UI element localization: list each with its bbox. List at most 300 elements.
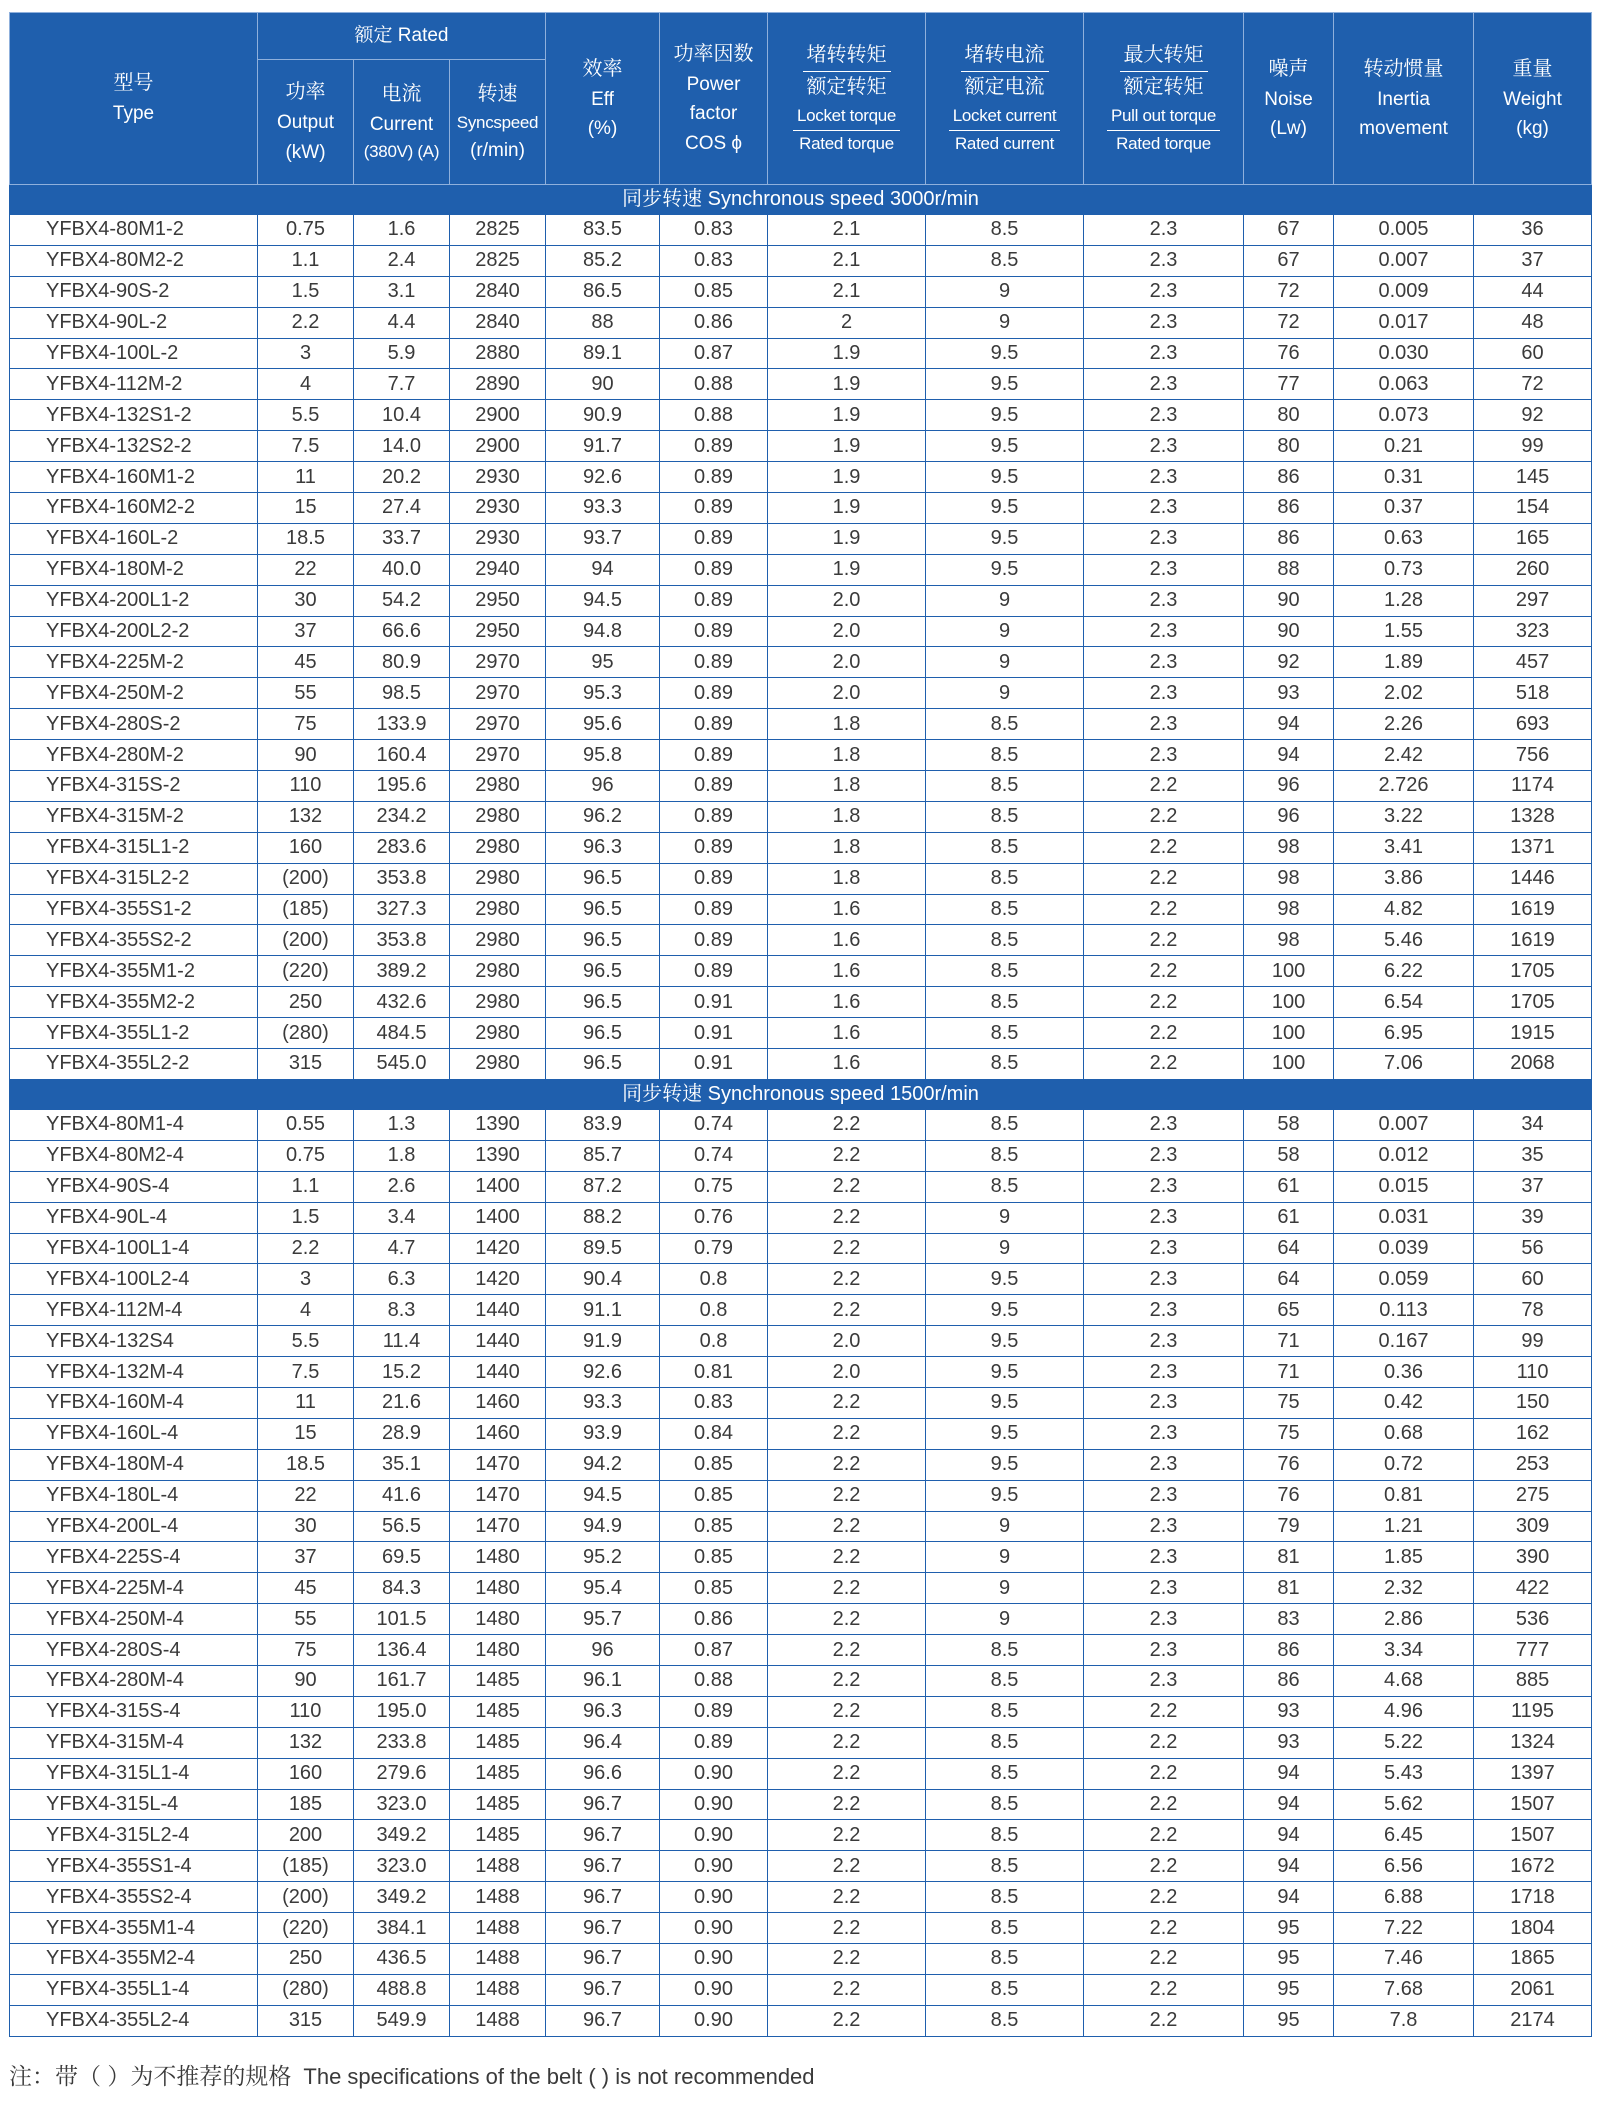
value-cell: 2.3: [1084, 1140, 1244, 1171]
value-cell: 8.5: [926, 1140, 1084, 1171]
value-cell: 84.3: [354, 1573, 450, 1604]
value-cell: 61: [1244, 1171, 1334, 1202]
value-cell: 0.031: [1334, 1202, 1474, 1233]
model-cell: YFBX4-250M-4: [10, 1604, 258, 1635]
value-cell: 756: [1474, 740, 1592, 771]
value-cell: 1.6: [354, 215, 450, 246]
model-cell: YFBX4-90S-2: [10, 276, 258, 307]
value-cell: 2980: [450, 925, 546, 956]
value-cell: 2.3: [1084, 616, 1244, 647]
value-cell: 0.72: [1334, 1449, 1474, 1480]
value-cell: 7.68: [1334, 1974, 1474, 2005]
value-cell: 432.6: [354, 987, 450, 1018]
value-cell: 323: [1474, 616, 1592, 647]
header-locked-current-ratio: 堵转电流 额定电流 Locket current Rated current: [926, 13, 1084, 185]
value-cell: 0.073: [1334, 400, 1474, 431]
value-cell: 0.91: [660, 1018, 768, 1049]
value-cell: 384.1: [354, 1913, 450, 1944]
value-cell: 327.3: [354, 894, 450, 925]
value-cell: 0.89: [660, 523, 768, 554]
value-cell: 20.2: [354, 462, 450, 493]
value-cell: 93: [1244, 1696, 1334, 1727]
value-cell: 93.9: [546, 1418, 660, 1449]
value-cell: 6.3: [354, 1264, 450, 1295]
value-cell: 83: [1244, 1604, 1334, 1635]
value-cell: 90: [258, 1665, 354, 1696]
model-cell: YFBX4-225M-4: [10, 1573, 258, 1604]
value-cell: 90: [546, 369, 660, 400]
value-cell: 1.1: [258, 1171, 354, 1202]
model-cell: YFBX4-90L-2: [10, 307, 258, 338]
value-cell: 2.2: [1084, 1758, 1244, 1789]
table-row: [10, 1635, 1592, 1666]
value-cell: 30: [258, 585, 354, 616]
value-cell: 60: [1474, 1264, 1592, 1295]
value-cell: 1470: [450, 1511, 546, 1542]
value-cell: 96.5: [546, 956, 660, 987]
value-cell: 81: [1244, 1573, 1334, 1604]
value-cell: 3.1: [354, 276, 450, 307]
value-cell: 5.22: [1334, 1727, 1474, 1758]
model-cell: YFBX4-112M-4: [10, 1295, 258, 1326]
value-cell: 2900: [450, 431, 546, 462]
model-cell: YFBX4-355L2-2: [10, 1049, 258, 1080]
value-cell: 8.5: [926, 1727, 1084, 1758]
value-cell: 2.32: [1334, 1573, 1474, 1604]
value-cell: 2.2: [768, 1264, 926, 1295]
table-row: [10, 369, 1592, 400]
value-cell: 9.5: [926, 554, 1084, 585]
section-header-row: [10, 1079, 1592, 1109]
header-type: 型号 Type: [10, 13, 258, 185]
value-cell: 389.2: [354, 956, 450, 987]
value-cell: 92: [1244, 647, 1334, 678]
value-cell: 422: [1474, 1573, 1592, 1604]
model-cell: YFBX4-132S1-2: [10, 400, 258, 431]
value-cell: 0.90: [660, 1851, 768, 1882]
value-cell: 94.9: [546, 1511, 660, 1542]
value-cell: 1485: [450, 1696, 546, 1727]
value-cell: 1485: [450, 1789, 546, 1820]
value-cell: 315: [258, 1049, 354, 1080]
table-row: [10, 493, 1592, 524]
value-cell: 1488: [450, 1943, 546, 1974]
model-cell: YFBX4-200L-4: [10, 1511, 258, 1542]
value-cell: 0.73: [1334, 554, 1474, 585]
value-cell: 90.9: [546, 400, 660, 431]
value-cell: 185: [258, 1789, 354, 1820]
value-cell: 0.009: [1334, 276, 1474, 307]
model-cell: YFBX4-132S4: [10, 1326, 258, 1357]
value-cell: 160.4: [354, 740, 450, 771]
value-cell: 1718: [1474, 1882, 1592, 1913]
value-cell: 0.007: [1334, 245, 1474, 276]
value-cell: 86: [1244, 1665, 1334, 1696]
model-cell: YFBX4-355L1-4: [10, 1974, 258, 2005]
value-cell: 1.85: [1334, 1542, 1474, 1573]
value-cell: 96.7: [546, 1820, 660, 1851]
value-cell: 1440: [450, 1295, 546, 1326]
value-cell: 0.55: [258, 1109, 354, 1140]
value-cell: 9.5: [926, 1326, 1084, 1357]
value-cell: 86: [1244, 1635, 1334, 1666]
value-cell: 7.5: [258, 431, 354, 462]
value-cell: 1195: [1474, 1696, 1592, 1727]
value-cell: 1460: [450, 1387, 546, 1418]
value-cell: (280): [258, 1974, 354, 2005]
value-cell: 0.88: [660, 369, 768, 400]
value-cell: 2840: [450, 276, 546, 307]
value-cell: 777: [1474, 1635, 1592, 1666]
value-cell: 8.5: [926, 1758, 1084, 1789]
value-cell: 0.89: [660, 709, 768, 740]
table-row: [10, 1357, 1592, 1388]
value-cell: 145: [1474, 462, 1592, 493]
value-cell: 8.5: [926, 1665, 1084, 1696]
value-cell: 1.8: [768, 863, 926, 894]
value-cell: 233.8: [354, 1727, 450, 1758]
value-cell: 1.3: [354, 1109, 450, 1140]
value-cell: 8.5: [926, 1974, 1084, 2005]
table-row: [10, 1387, 1592, 1418]
value-cell: 96.5: [546, 1049, 660, 1080]
table-row: [10, 956, 1592, 987]
value-cell: 85.7: [546, 1140, 660, 1171]
value-cell: (220): [258, 1913, 354, 1944]
value-cell: 0.89: [660, 925, 768, 956]
value-cell: 96.5: [546, 863, 660, 894]
value-cell: 7.5: [258, 1357, 354, 1388]
model-cell: YFBX4-180M-4: [10, 1449, 258, 1480]
value-cell: 132: [258, 1727, 354, 1758]
value-cell: 79: [1244, 1511, 1334, 1542]
value-cell: 2.2: [768, 1820, 926, 1851]
value-cell: 75: [258, 709, 354, 740]
value-cell: 1.6: [768, 894, 926, 925]
table-row: [10, 894, 1592, 925]
value-cell: 0.89: [660, 894, 768, 925]
value-cell: 0.90: [660, 1943, 768, 1974]
value-cell: 35: [1474, 1140, 1592, 1171]
table-row: [10, 1851, 1592, 1882]
value-cell: 83.5: [546, 215, 660, 246]
value-cell: 11: [258, 1387, 354, 1418]
model-cell: YFBX4-280M-4: [10, 1665, 258, 1696]
value-cell: 1470: [450, 1449, 546, 1480]
value-cell: 2.3: [1084, 709, 1244, 740]
value-cell: 0.007: [1334, 1109, 1474, 1140]
value-cell: 96: [546, 771, 660, 802]
value-cell: 260: [1474, 554, 1592, 585]
value-cell: 8.5: [926, 215, 1084, 246]
value-cell: 349.2: [354, 1820, 450, 1851]
value-cell: 2.1: [768, 245, 926, 276]
value-cell: 95: [1244, 2005, 1334, 2036]
value-cell: 8.5: [926, 1018, 1084, 1049]
value-cell: 0.83: [660, 215, 768, 246]
value-cell: 1804: [1474, 1913, 1592, 1944]
value-cell: 35.1: [354, 1449, 450, 1480]
value-cell: 96.3: [546, 832, 660, 863]
model-cell: YFBX4-250M-2: [10, 678, 258, 709]
value-cell: 315: [258, 2005, 354, 2036]
value-cell: 2.1: [768, 215, 926, 246]
value-cell: 1400: [450, 1202, 546, 1233]
table-row: [10, 1140, 1592, 1171]
value-cell: 1420: [450, 1264, 546, 1295]
value-cell: 8.5: [926, 245, 1084, 276]
value-cell: 1.9: [768, 338, 926, 369]
value-cell: 87.2: [546, 1171, 660, 1202]
table-row: [10, 523, 1592, 554]
value-cell: 2.3: [1084, 1202, 1244, 1233]
value-cell: 1507: [1474, 1820, 1592, 1851]
value-cell: (280): [258, 1018, 354, 1049]
value-cell: 9.5: [926, 1418, 1084, 1449]
model-cell: YFBX4-355L1-2: [10, 1018, 258, 1049]
value-cell: 80: [1244, 400, 1334, 431]
value-cell: 37: [258, 616, 354, 647]
value-cell: 8.3: [354, 1295, 450, 1326]
value-cell: 1488: [450, 2005, 546, 2036]
value-cell: 88: [546, 307, 660, 338]
value-cell: 36: [1474, 215, 1592, 246]
value-cell: 94.5: [546, 1480, 660, 1511]
model-cell: YFBX4-160L-4: [10, 1418, 258, 1449]
value-cell: 0.89: [660, 740, 768, 771]
value-cell: (220): [258, 956, 354, 987]
value-cell: 2.2: [1084, 1882, 1244, 1913]
value-cell: 5.5: [258, 1326, 354, 1357]
value-cell: 98: [1244, 832, 1334, 863]
value-cell: 8.5: [926, 771, 1084, 802]
value-cell: 1328: [1474, 801, 1592, 832]
value-cell: 2.3: [1084, 493, 1244, 524]
table-row: [10, 1233, 1592, 1264]
value-cell: 2980: [450, 771, 546, 802]
value-cell: 2.0: [768, 647, 926, 678]
value-cell: 8.5: [926, 1049, 1084, 1080]
value-cell: 2.2: [1084, 987, 1244, 1018]
value-cell: 5.46: [1334, 925, 1474, 956]
value-cell: 93: [1244, 1727, 1334, 1758]
value-cell: 11.4: [354, 1326, 450, 1357]
value-cell: 1865: [1474, 1943, 1592, 1974]
value-cell: 2.2: [768, 1758, 926, 1789]
value-cell: 1.9: [768, 431, 926, 462]
value-cell: 1.6: [768, 925, 926, 956]
value-cell: 95.4: [546, 1573, 660, 1604]
table-row: [10, 554, 1592, 585]
table-row: [10, 1171, 1592, 1202]
value-cell: 353.8: [354, 863, 450, 894]
value-cell: 2.3: [1084, 1511, 1244, 1542]
value-cell: 94.8: [546, 616, 660, 647]
value-cell: 100: [1244, 956, 1334, 987]
value-cell: 1672: [1474, 1851, 1592, 1882]
value-cell: 8.5: [926, 1171, 1084, 1202]
value-cell: 0.88: [660, 400, 768, 431]
model-cell: YFBX4-315M-4: [10, 1727, 258, 1758]
table-row: [10, 1974, 1592, 2005]
value-cell: 100: [1244, 1018, 1334, 1049]
footnote: [9, 2058, 815, 2091]
table-row: [10, 1202, 1592, 1233]
value-cell: 9.5: [926, 1357, 1084, 1388]
value-cell: 2.2: [1084, 1018, 1244, 1049]
value-cell: 1507: [1474, 1789, 1592, 1820]
value-cell: 0.167: [1334, 1326, 1474, 1357]
value-cell: 9: [926, 1233, 1084, 1264]
value-cell: 100: [1244, 1049, 1334, 1080]
value-cell: 2980: [450, 987, 546, 1018]
value-cell: 1324: [1474, 1727, 1592, 1758]
value-cell: 96.2: [546, 801, 660, 832]
value-cell: 18.5: [258, 1449, 354, 1480]
table-row: [10, 1820, 1592, 1851]
value-cell: 0.21: [1334, 431, 1474, 462]
value-cell: 1.5: [258, 1202, 354, 1233]
value-cell: 2970: [450, 740, 546, 771]
value-cell: 2.3: [1084, 1171, 1244, 1202]
header-speed: 转速 Syncspeed (r/min): [450, 60, 546, 185]
value-cell: 0.039: [1334, 1233, 1474, 1264]
value-cell: 1.21: [1334, 1511, 1474, 1542]
section-title: 同步转速 Synchronous speed 3000r/min: [10, 185, 1592, 215]
value-cell: 76: [1244, 1480, 1334, 1511]
value-cell: 96.7: [546, 1882, 660, 1913]
value-cell: 2.2: [768, 2005, 926, 2036]
value-cell: 45: [258, 1573, 354, 1604]
model-cell: YFBX4-315L-4: [10, 1789, 258, 1820]
value-cell: 0.75: [258, 1140, 354, 1171]
value-cell: 96.1: [546, 1665, 660, 1696]
value-cell: 2.2: [768, 1387, 926, 1418]
value-cell: 1485: [450, 1665, 546, 1696]
value-cell: 81: [1244, 1542, 1334, 1573]
value-cell: 2.2: [1084, 771, 1244, 802]
value-cell: 1.8: [768, 801, 926, 832]
value-cell: 9.5: [926, 462, 1084, 493]
value-cell: 9.5: [926, 400, 1084, 431]
value-cell: 96: [546, 1635, 660, 1666]
value-cell: 2930: [450, 462, 546, 493]
value-cell: 1390: [450, 1109, 546, 1140]
value-cell: 8.5: [926, 1882, 1084, 1913]
value-cell: 0.063: [1334, 369, 1474, 400]
value-cell: 90.4: [546, 1264, 660, 1295]
value-cell: 56: [1474, 1233, 1592, 1264]
value-cell: 2880: [450, 338, 546, 369]
value-cell: 9.5: [926, 1295, 1084, 1326]
value-cell: 5.62: [1334, 1789, 1474, 1820]
value-cell: 2.2: [1084, 1913, 1244, 1944]
value-cell: 64: [1244, 1233, 1334, 1264]
model-cell: YFBX4-315M-2: [10, 801, 258, 832]
value-cell: 8.5: [926, 1943, 1084, 1974]
value-cell: 2.2: [768, 1943, 926, 1974]
value-cell: 283.6: [354, 832, 450, 863]
value-cell: 2.0: [768, 1357, 926, 1388]
value-cell: 1.6: [768, 956, 926, 987]
value-cell: 94: [1244, 1851, 1334, 1882]
value-cell: 2970: [450, 709, 546, 740]
value-cell: 549.9: [354, 2005, 450, 2036]
value-cell: 275: [1474, 1480, 1592, 1511]
value-cell: 37: [1474, 1171, 1592, 1202]
model-cell: YFBX4-315L1-2: [10, 832, 258, 863]
value-cell: 2980: [450, 894, 546, 925]
value-cell: 8.5: [926, 832, 1084, 863]
value-cell: 3.4: [354, 1202, 450, 1233]
value-cell: 5.43: [1334, 1758, 1474, 1789]
value-cell: 90: [1244, 585, 1334, 616]
model-cell: YFBX4-355S2-4: [10, 1882, 258, 1913]
value-cell: 92.6: [546, 462, 660, 493]
value-cell: 323.0: [354, 1851, 450, 1882]
table-row: [10, 925, 1592, 956]
value-cell: 96.7: [546, 1851, 660, 1882]
model-cell: YFBX4-100L1-4: [10, 1233, 258, 1264]
value-cell: 2.2: [1084, 801, 1244, 832]
value-cell: 2: [768, 307, 926, 338]
value-cell: 0.90: [660, 1882, 768, 1913]
header-efficiency: 效率 Eff (%): [546, 13, 660, 185]
value-cell: 2.86: [1334, 1604, 1474, 1635]
table-row: [10, 863, 1592, 894]
value-cell: 92.6: [546, 1357, 660, 1388]
value-cell: 96.5: [546, 894, 660, 925]
value-cell: 4.68: [1334, 1665, 1474, 1696]
value-cell: 2940: [450, 554, 546, 585]
value-cell: 2.2: [768, 1480, 926, 1511]
value-cell: 8.5: [926, 1913, 1084, 1944]
value-cell: 15: [258, 493, 354, 524]
value-cell: 1.8: [768, 740, 926, 771]
table-row: [10, 215, 1592, 246]
value-cell: 250: [258, 987, 354, 1018]
value-cell: 0.012: [1334, 1140, 1474, 1171]
value-cell: 56.5: [354, 1511, 450, 1542]
value-cell: 2.2: [768, 1635, 926, 1666]
value-cell: 0.89: [660, 585, 768, 616]
model-cell: YFBX4-355M1-4: [10, 1913, 258, 1944]
value-cell: 2.2: [768, 1851, 926, 1882]
value-cell: 98: [1244, 925, 1334, 956]
value-cell: 2.3: [1084, 431, 1244, 462]
value-cell: 8.5: [926, 1635, 1084, 1666]
value-cell: 91.1: [546, 1295, 660, 1326]
value-cell: 0.75: [258, 215, 354, 246]
value-cell: 0.31: [1334, 462, 1474, 493]
value-cell: 48: [1474, 307, 1592, 338]
value-cell: 0.42: [1334, 1387, 1474, 1418]
model-cell: YFBX4-100L-2: [10, 338, 258, 369]
value-cell: 1619: [1474, 894, 1592, 925]
model-cell: YFBX4-200L2-2: [10, 616, 258, 647]
value-cell: 15.2: [354, 1357, 450, 1388]
value-cell: 2.2: [258, 307, 354, 338]
value-cell: 0.89: [660, 801, 768, 832]
value-cell: 75: [258, 1635, 354, 1666]
value-cell: 55: [258, 1604, 354, 1635]
value-cell: 1.9: [768, 554, 926, 585]
value-cell: 1470: [450, 1480, 546, 1511]
value-cell: 2.3: [1084, 554, 1244, 585]
header-current: 电流 Current (380V) (A): [354, 60, 450, 185]
value-cell: 1.8: [768, 832, 926, 863]
value-cell: 1174: [1474, 771, 1592, 802]
